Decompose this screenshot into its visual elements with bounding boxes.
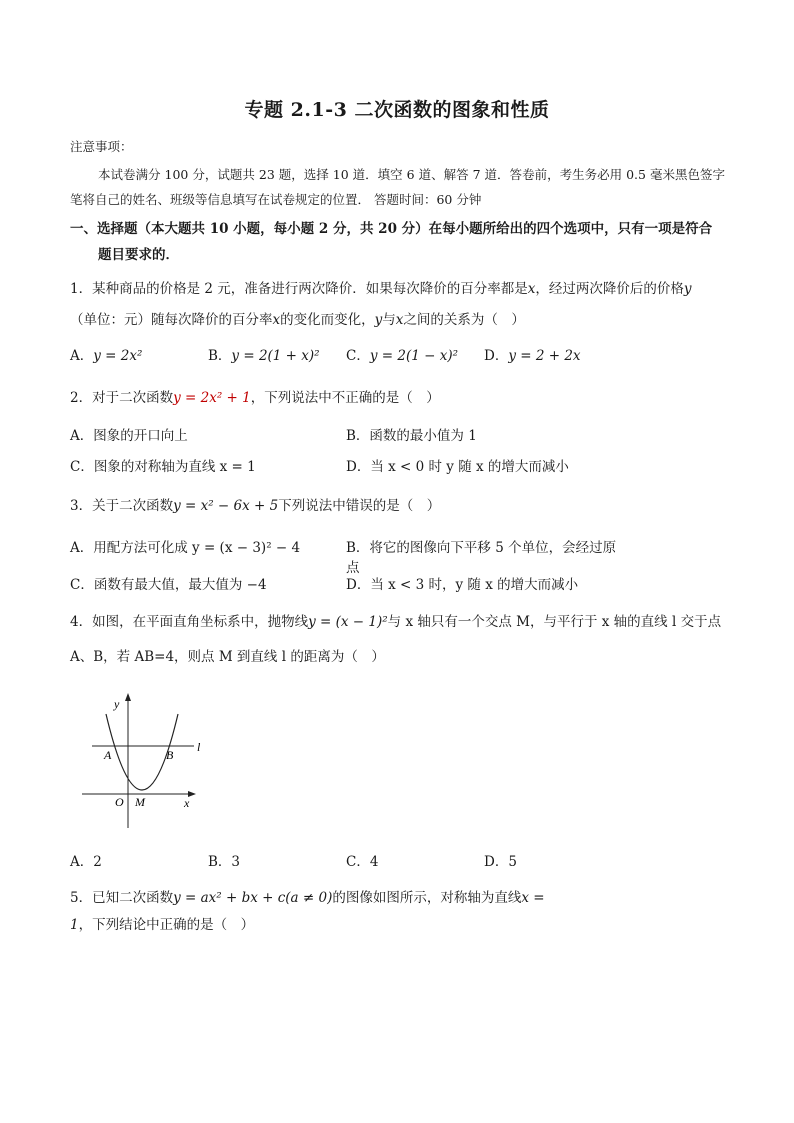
label-y: y xyxy=(114,697,120,711)
question-1-line2: （单位：元）随每次降价的百分率x的变化而变化，y与x之间的关系为（ ） xyxy=(70,312,525,328)
q3-expression: y = x² − 6x + 5 xyxy=(173,498,279,514)
var-y: y xyxy=(683,281,692,297)
question-2: 2．对于二次函数y = 2x² + 1，下列说法中不正确的是（ ） xyxy=(70,390,440,406)
option-a[interactable]: A．图象的开口向上 xyxy=(70,428,188,444)
y-axis-arrow xyxy=(125,693,131,701)
q4-figure xyxy=(80,690,210,830)
q2-expression: y = 2x² + 1 xyxy=(173,390,251,406)
option-a[interactable]: A．2 xyxy=(70,854,102,870)
notice-body: 本试卷满分 100 分，试题共 23 题，选择 10 道．填空 6 道、解答 7 道．答卷前，考生务必用 0.5 毫米黑色签字笔将自己的姓名、班级等信息填写在试卷规定的位置． 答题时间：60 分钟 xyxy=(70,167,725,207)
option-b[interactable]: B．3 xyxy=(208,854,241,870)
label-x: x xyxy=(184,796,190,810)
label-a: A xyxy=(104,748,112,762)
label-o: O xyxy=(115,795,124,809)
option-c[interactable]: C．4 xyxy=(346,854,379,870)
section-heading xyxy=(70,216,730,268)
option-d[interactable]: D．y = 2 + 2x xyxy=(484,348,581,364)
option-c[interactable]: C．y = 2(1 − x)² xyxy=(346,348,458,364)
question-1-options xyxy=(70,344,710,364)
q5-expression: y = ax² + bx + c(a ≠ 0) xyxy=(173,890,333,906)
option-b[interactable]: B．y = 2(1 + x)² xyxy=(208,348,320,364)
option-a[interactable]: A．用配方法可化成 y = (x − 3)² − 4 xyxy=(70,540,301,556)
question-3-options-row1 xyxy=(70,536,710,576)
question-4-options xyxy=(70,850,710,870)
option-c[interactable]: C．函数有最大值，最大值为 −4 xyxy=(70,577,267,593)
q4-expression: y = (x − 1)² xyxy=(308,614,388,630)
section-heading-line1: 一、选择题（本大题共 10 小题，每小题 2 分，共 20 分）在每小题所给出的四个选项中，只有一项是符合 xyxy=(70,221,713,237)
question-3: 3．关于二次函数y = x² − 6x + 5下列说法中错误的是（ ） xyxy=(70,498,441,514)
question-1 xyxy=(70,276,730,334)
notice-label: 注意事项： xyxy=(70,139,133,154)
page-title: 专题 2.1-3 二次函数的图象和性质 xyxy=(244,99,550,121)
question-5: 5．已知二次函数y = ax² + bx + c(a ≠ 0)的图像如图所示，对称轴为直线x = 1，下列结论中正确的是（ ） xyxy=(70,890,545,933)
question-4-line1: 4．如图，在平面直角坐标系中，抛物线y = (x − 1)²与 x 轴只有一个交点 M，与平行于 x 轴的直线 l 交于点 xyxy=(70,614,722,630)
option-b[interactable]: B．函数的最小值为 1 xyxy=(346,428,477,444)
question-3-options-row2 xyxy=(70,573,710,593)
section-heading-line2: 题目要求的． xyxy=(98,247,179,263)
label-b: B xyxy=(166,748,174,762)
question-1-line1: 1．某种商品的价格是 2 元，准备进行两次降价．如果每次降价的百分率都是x，经过两次降价后的价格y xyxy=(70,281,692,297)
label-l: l xyxy=(197,740,201,754)
var-x: x xyxy=(527,281,536,297)
question-2-options-row2 xyxy=(70,455,710,475)
q5-axis-expression: x = 1 xyxy=(70,890,545,933)
label-m: M xyxy=(135,795,145,809)
option-a[interactable]: A．y = 2x² xyxy=(70,348,143,364)
option-d[interactable]: D．当 x < 3 时，y 随 x 的增大而减小 xyxy=(346,577,579,593)
question-4 xyxy=(70,609,730,671)
option-b[interactable]: B．将它的图像向下平移 5 个单位，会经过原点 xyxy=(346,540,617,576)
question-2-options-row1 xyxy=(70,424,710,444)
option-d[interactable]: D．5 xyxy=(484,854,517,870)
question-4-line2: A、B，若 AB=4，则点 M 到直线 l 的距离为（ ） xyxy=(70,649,385,665)
option-c[interactable]: C．图象的对称轴为直线 x = 1 xyxy=(70,459,256,475)
option-d[interactable]: D．当 x < 0 时 y 随 x 的增大而减小 xyxy=(346,459,569,475)
